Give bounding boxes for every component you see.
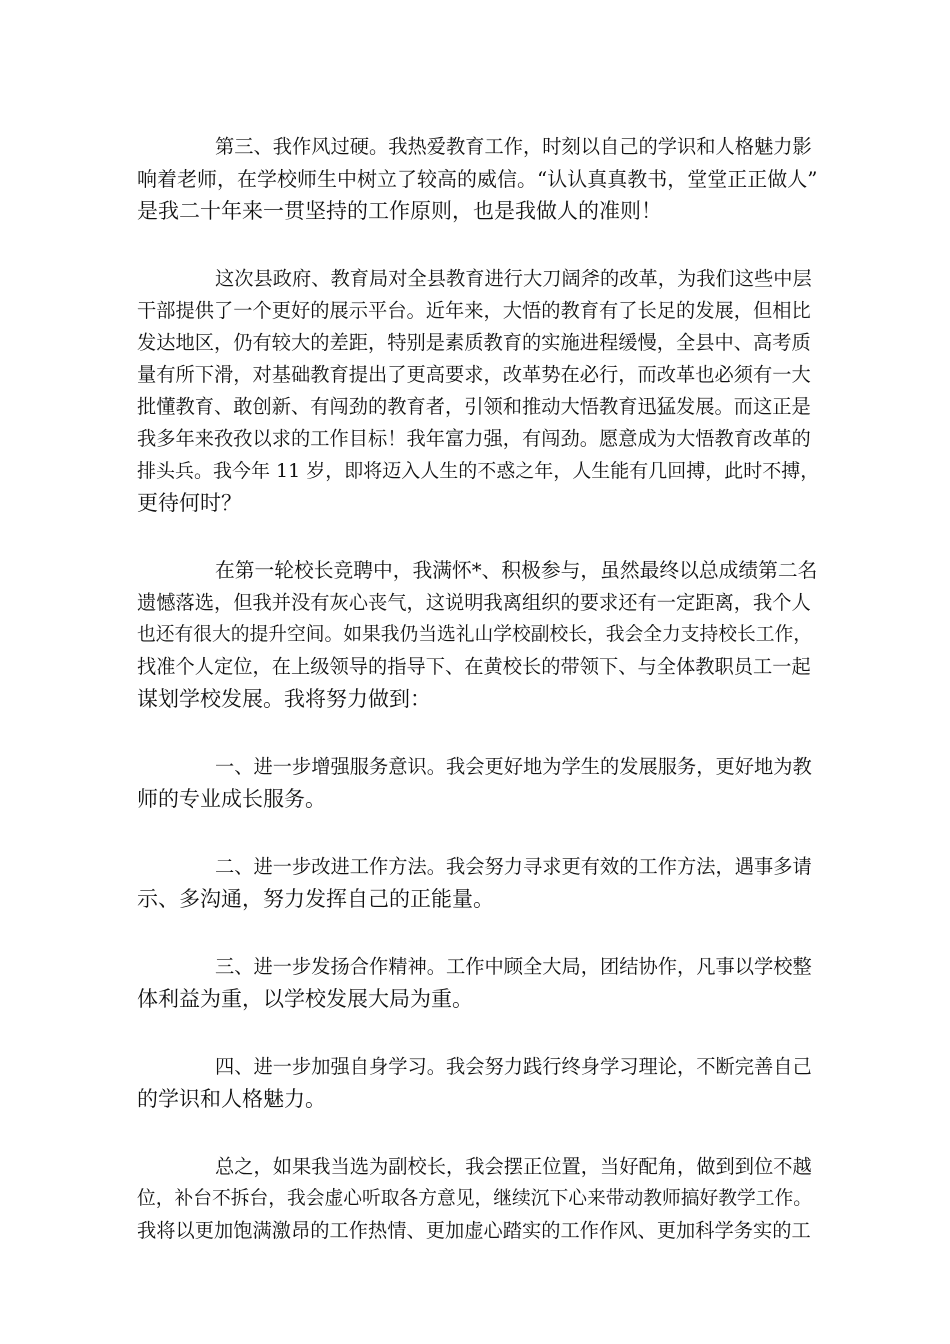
text-line: 总之，如果我当选为副校长，我会摆正位置，当好配角，做到到位不越: [215, 1155, 812, 1178]
text-line: 二、进一步改进工作方法。我会努力寻求更有效的工作方法，遇事多请: [215, 855, 812, 878]
text-line: 遗憾落选，但我并没有灰心丧气，这说明我离组织的要求还有一定距离，我个人: [137, 591, 811, 614]
paragraph-2: [137, 263, 820, 519]
text-line: 是我二十年来一贯坚持的工作原则，也是我做人的准则！: [137, 199, 662, 223]
text-line: 批懂教育、敢创新、有闯劲的教育者，引领和推动大悟教育迅猛发展。而这正是: [137, 395, 811, 418]
paragraph-8: [137, 1151, 817, 1247]
paragraph-4: [137, 751, 817, 815]
text-line: 排头兵。我今年 11 岁，即将迈入人生的不惑之年，人生能有几回搏，此时不搏，: [137, 460, 820, 482]
text-line: 的学识和人格魅力。: [137, 1087, 326, 1111]
paragraph-1: [137, 131, 817, 227]
text-line: 示、多沟通，努力发挥自己的正能量。: [137, 887, 494, 911]
text-line: 三、进一步发扬合作精神。工作中顾全大局，团结协作，凡事以学校整: [215, 955, 812, 978]
text-line: 位，补台不拆台，我会虚心听取各方意见，继续沉下心来带动教师搞好教学工作。: [137, 1188, 812, 1209]
text-line: 我多年来孜孜以求的工作目标！我年富力强，有闯劲。愿意成为大悟教育改革的: [137, 427, 811, 450]
text-line: 谋划学校发展。我将努力做到：: [137, 687, 431, 711]
text-line: 也还有很大的提升空间。如果我仍当选礼山学校副校长，我会全力支持校长工作，: [137, 624, 812, 645]
text-line: 发达地区，仍有较大的差距，特别是素质教育的实施进程缓慢，全县中、高考质: [137, 331, 811, 354]
paragraph-3: [137, 555, 817, 715]
text-line: 干部提供了一个更好的展示平台。近年来，大悟的教育有了长足的发展，但相比: [137, 299, 811, 322]
text-line: 更待何时？: [137, 491, 242, 515]
text-line: 四、进一步加强自身学习。我会努力践行终身学习理论，不断完善自己: [215, 1055, 812, 1078]
document-body: [137, 131, 820, 1283]
text-line: 我将以更加饱满激昂的工作热情、更加虚心踏实的工作作风、更加科学务实的工: [137, 1219, 811, 1242]
paragraph-6: [137, 951, 817, 1015]
text-line: 第三、我作风过硬。我热爱教育工作，时刻以自己的学识和人格魅力影: [215, 135, 812, 158]
text-line: 量有所下滑，对基础教育提出了更高要求，改革势在必行，而改革也必须有一大: [137, 363, 811, 386]
text-line: 在第一轮校长竞聘中，我满怀*、积极参与，虽然最终以总成绩第二名: [215, 559, 818, 582]
text-line: 师的专业成长服务。: [137, 787, 326, 811]
text-line: 响着老师，在学校师生中树立了较高的威信。“认认真真教书，堂堂正正做人”: [137, 167, 818, 191]
text-line: 一、进一步增强服务意识。我会更好地为学生的发展服务，更好地为教: [215, 755, 812, 778]
text-line: 体利益为重，以学校发展大局为重。: [137, 987, 473, 1011]
paragraph-7: [137, 1051, 817, 1115]
text-line: 这次县政府、教育局对全县教育进行大刀阔斧的改革，为我们这些中层: [215, 267, 812, 290]
paragraph-5: [137, 851, 817, 915]
text-line: 找准个人定位，在上级领导的指导下、在黄校长的带领下、与全体教职员工一起: [137, 655, 811, 678]
